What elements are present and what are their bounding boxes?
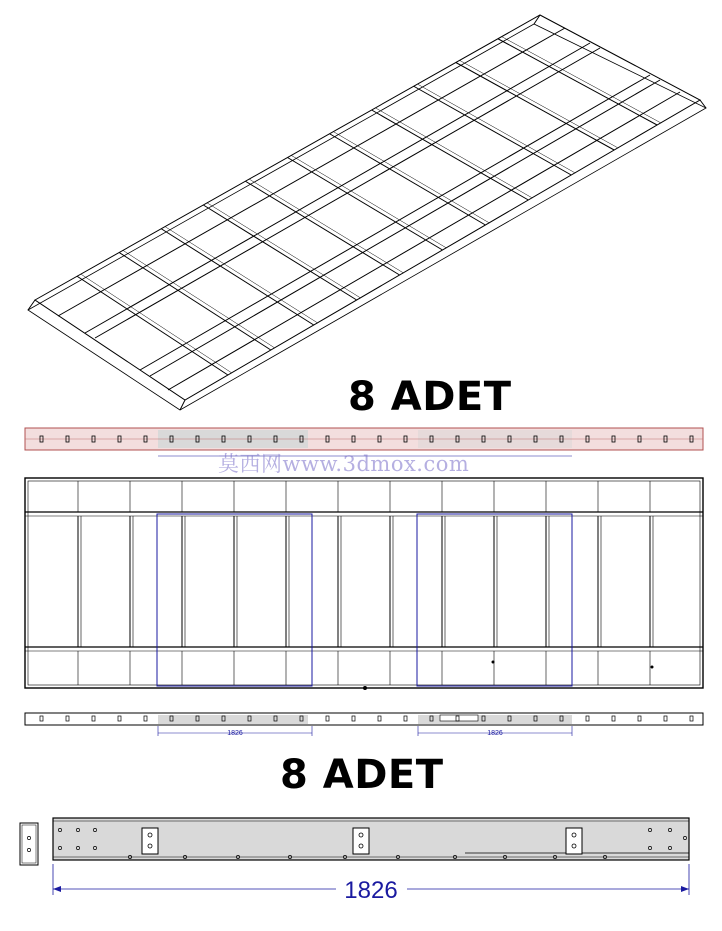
quantity-label-bottom: 8 ADET	[280, 752, 444, 798]
beam-detail	[20, 818, 689, 904]
cross-members	[77, 37, 661, 375]
quantity-label-top: 8 ADET	[348, 374, 512, 420]
connection-plate	[353, 828, 369, 854]
side-beam-bottom	[25, 713, 703, 725]
frame-outline	[35, 15, 700, 400]
watermark-text: 莫西网www.3dmox.com	[218, 452, 470, 476]
dimension-label-small: 1826	[227, 730, 243, 737]
dimension-label-main: 1826	[344, 877, 398, 904]
side-elevation-bottom	[25, 713, 703, 737]
connection-plate	[566, 828, 582, 854]
beam-end-profile	[20, 823, 38, 865]
isometric-frame-view	[28, 15, 706, 410]
dimension-label-small: 1826	[487, 730, 503, 737]
frame-outline-lower	[28, 24, 706, 410]
plan-view	[25, 478, 703, 690]
connection-plate	[142, 828, 158, 854]
